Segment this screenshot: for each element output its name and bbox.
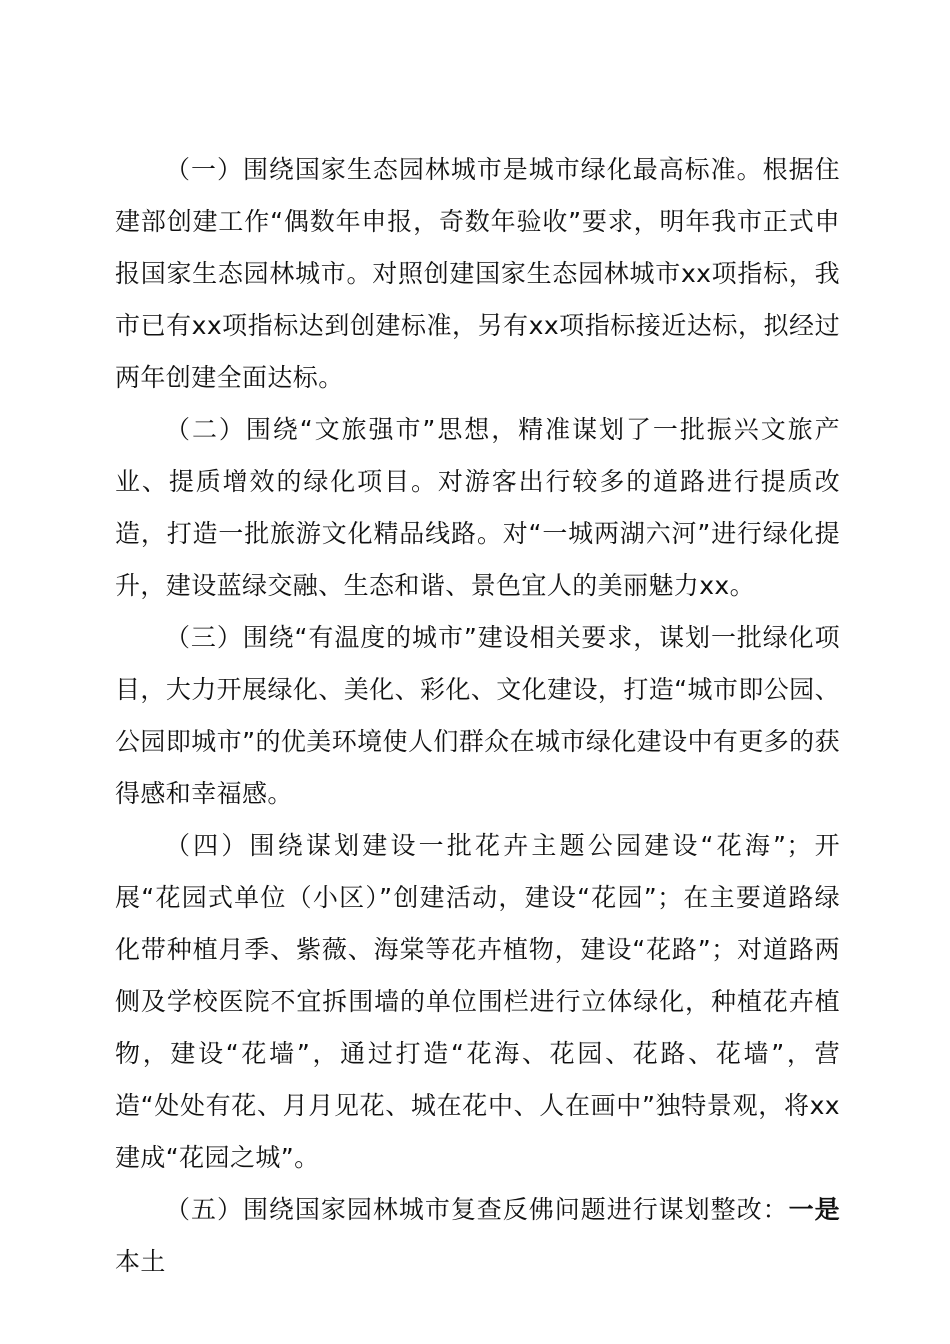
paragraph-5-lead: （五）围绕国家园林城市复查反佛问题进行谋划整改： xyxy=(165,1195,789,1224)
paragraph-4: （四）围绕谋划建设一批花卉主题公园建设“花海”；开展“花园式单位（小区）”创建活动，建设“花园”；在主要道路绿化带种植月季、紫薇、海棠等花卉植物，建设“花路”；对道路两侧及学校医院不宜拆围墙的单位围栏进行立体绿化，种植花卉植物，建设“花墙”，通过打造“花海、花园、花路、花墙”，营造“处处有花、月月见花、城在花中、人在画中”独特景观，将xx建成“花园之城”。 xyxy=(115,831,840,1172)
document-body xyxy=(115,144,840,1288)
paragraph-3: （三）围绕“有温度的城市”建设相关要求，谋划一批绿化项目，大力开展绿化、美化、彩化、文化建设，打造“城市即公园、公园即城市”的优美环境使人们群众在城市绿化建设中有更多的获得感和幸福感。 xyxy=(115,623,840,808)
paragraph-2: （二）围绕“文旅强市”思想，精准谋划了一批振兴文旅产业、提质增效的绿化项目。对游客出行较多的道路进行提质改造，打造一批旅游文化精品线路。对“一城两湖六河”进行绿化提升，建设蓝绿交融、生态和谐、景色宜人的美丽魅力xx。 xyxy=(115,415,840,600)
paragraph-5 xyxy=(115,1184,840,1288)
paragraph-5-tail: 本土 xyxy=(115,1247,166,1276)
paragraph-5-bold: 一是 xyxy=(788,1195,840,1224)
paragraph-1: （一）围绕国家生态园林城市是城市绿化最高标准。根据住建部创建工作“偶数年申报，奇数年验收”要求，明年我市正式申报国家生态园林城市。对照创建国家生态园林城市xx项指标，我市已有xx项指标达到创建标准，另有xx项指标接近达标，拟经过两年创建全面达标。 xyxy=(115,155,840,392)
